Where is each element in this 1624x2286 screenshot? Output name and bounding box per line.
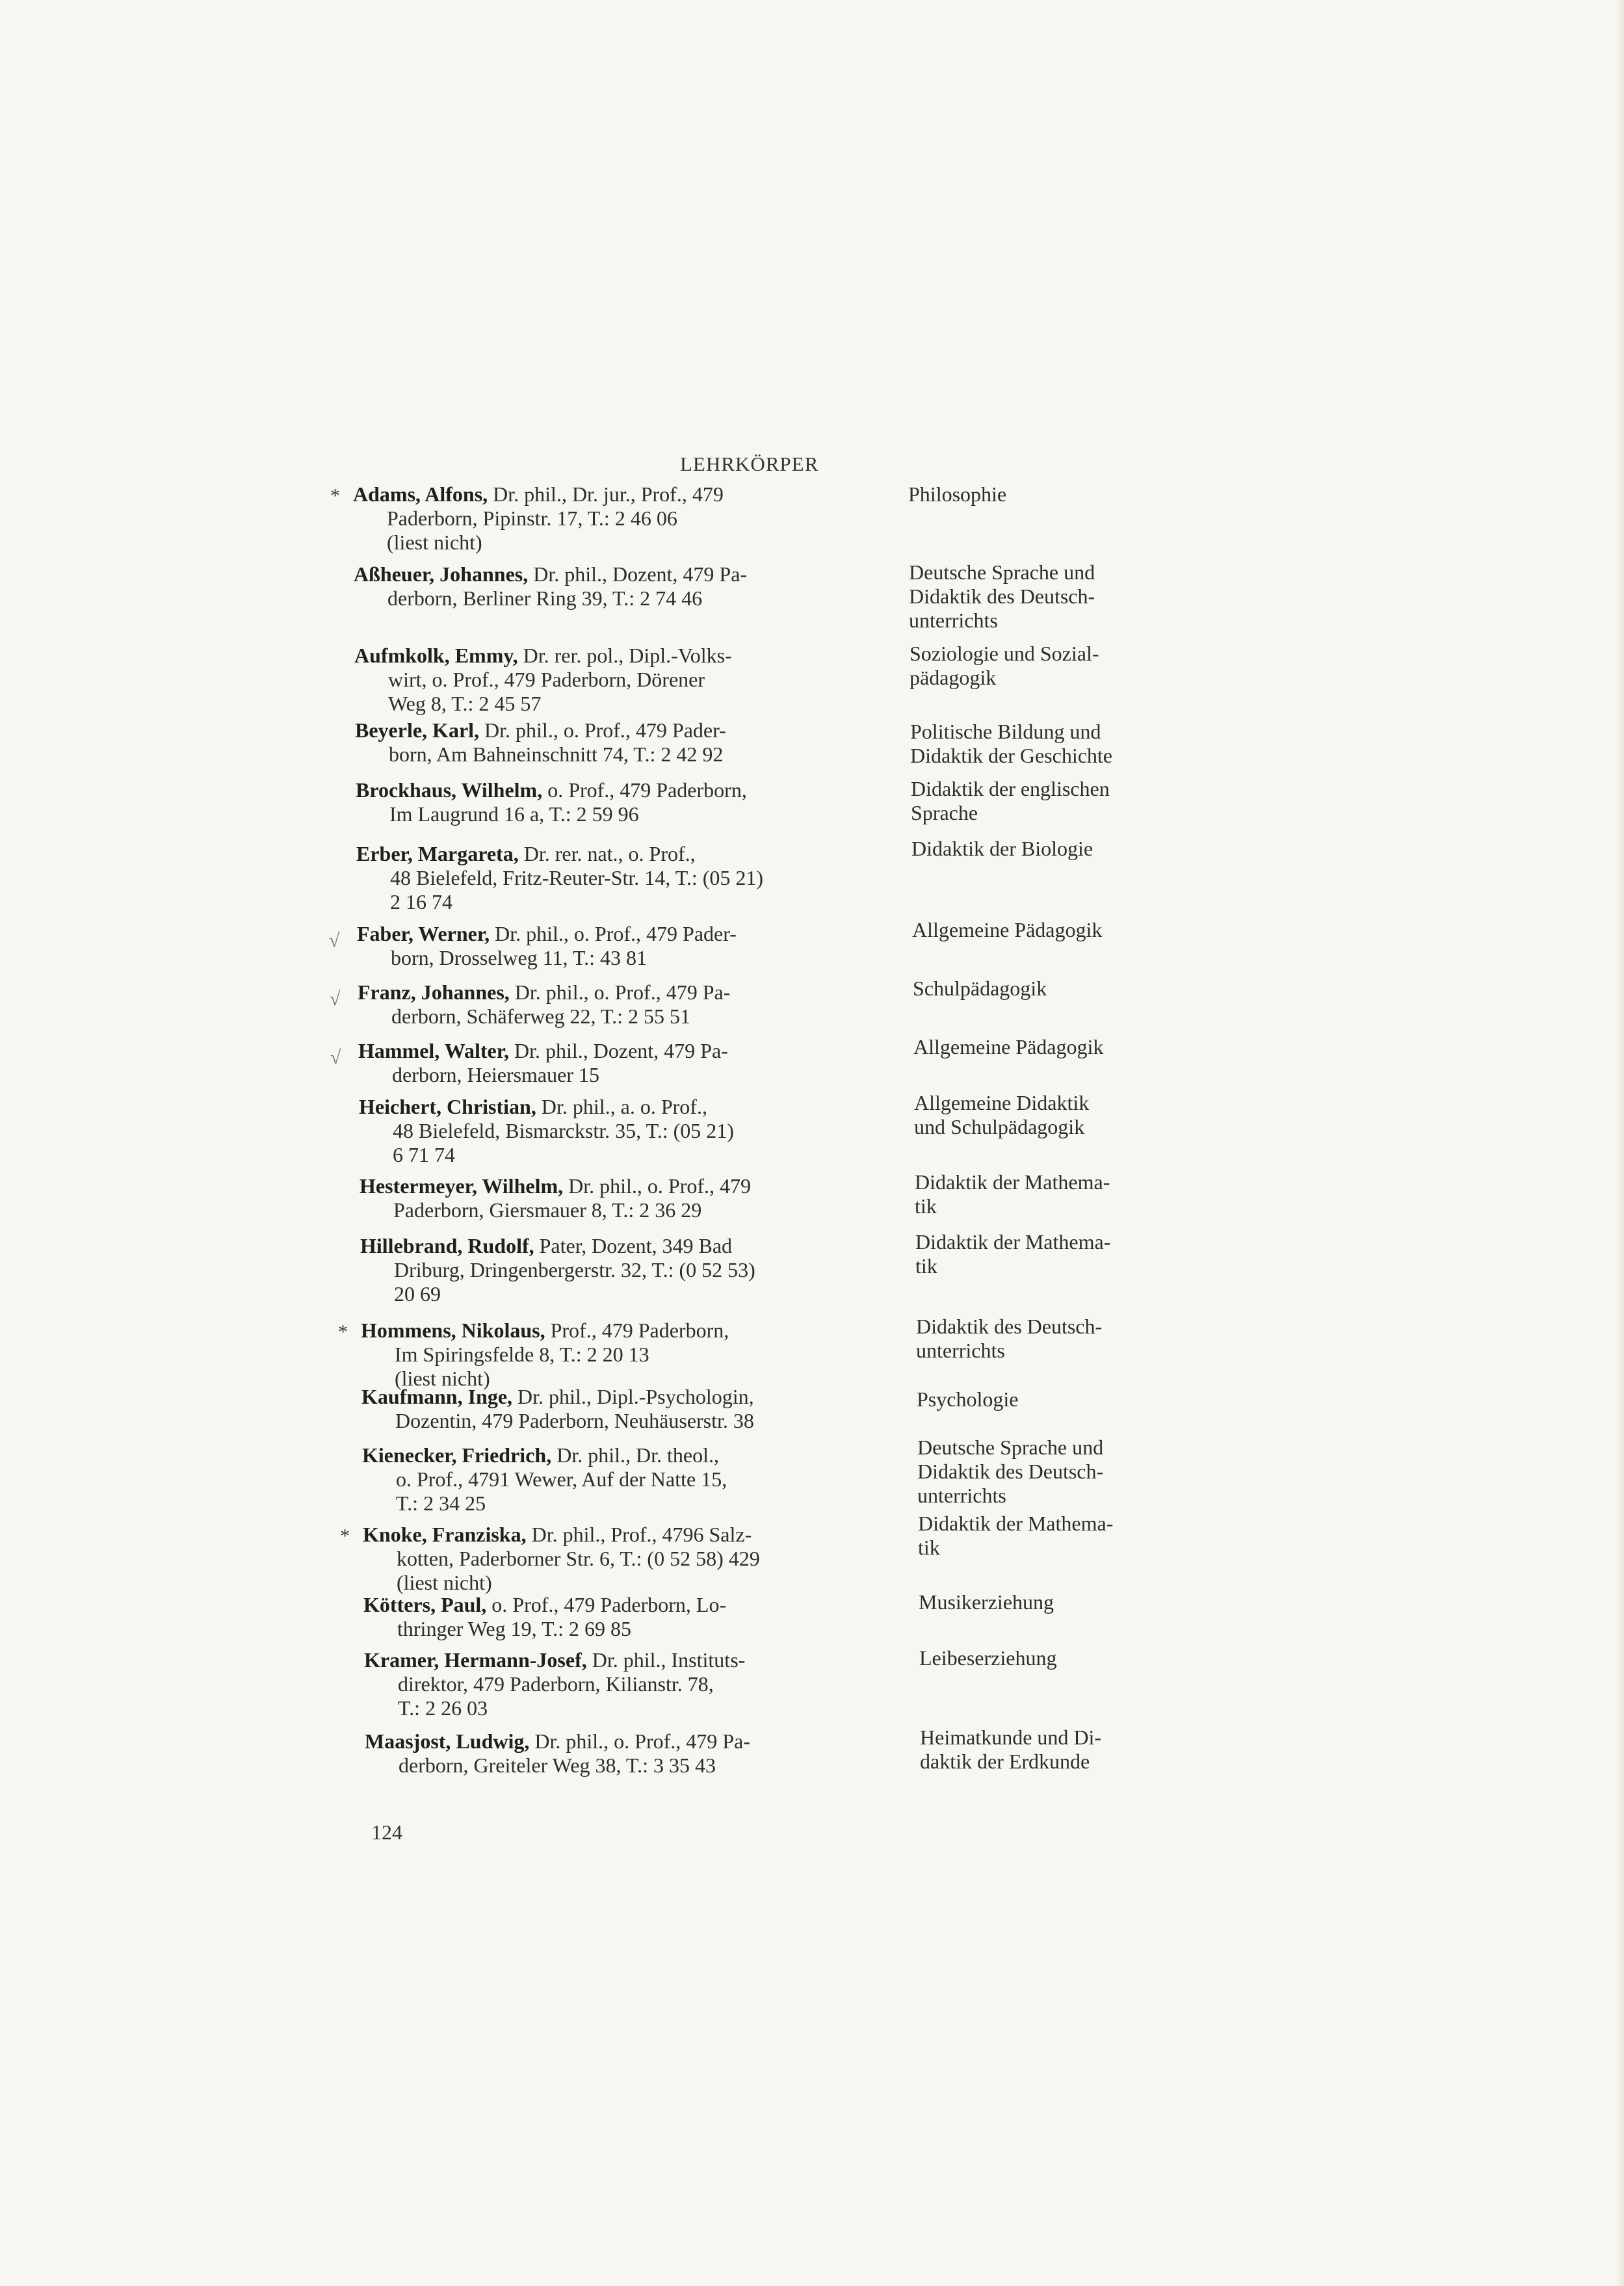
subject-line: Didaktik der Mathema- xyxy=(915,1230,1111,1254)
subject-line: Schulpädagogik xyxy=(913,977,1047,1000)
asterisk-mark: * xyxy=(330,485,340,506)
title-line: Dr. phil., o. Prof., 479 Pader- xyxy=(479,718,726,742)
title-line: Dr. phil., Instituts- xyxy=(586,1648,746,1672)
subject-field xyxy=(916,1315,1205,1363)
entry-details xyxy=(360,1234,884,1306)
address-line: 2 16 74 xyxy=(390,890,452,913)
person-name: Hestermeyer, Wilhelm, xyxy=(360,1174,564,1198)
title-line: Dr. phil., Dozent, 479 Pa- xyxy=(508,1039,728,1062)
person-name: Franz, Johannes, xyxy=(358,980,510,1004)
subject-field xyxy=(917,1387,1206,1412)
entry-details xyxy=(353,482,876,555)
address-line: Paderborn, Pipinstr. 17, T.: 2 46 06 xyxy=(387,506,677,530)
handwritten-tick-mark: √ xyxy=(330,1047,341,1068)
person-name: Beyerle, Karl, xyxy=(355,718,480,742)
entry-details xyxy=(354,562,877,611)
subject-line: und Schulpädagogik xyxy=(914,1115,1085,1138)
title-line: Dr. phil., Prof., 4796 Salz- xyxy=(526,1523,752,1546)
subject-line: tik xyxy=(918,1536,940,1559)
subject-field xyxy=(920,1726,1209,1774)
asterisk-mark: * xyxy=(340,1525,350,1547)
title-line: Dr. phil., Dr. theol., xyxy=(551,1443,719,1467)
subject-line: Politische Bildung und xyxy=(910,720,1101,743)
subject-line: tik xyxy=(915,1194,937,1218)
title-line: Dr. phil., Dipl.-Psychologin, xyxy=(512,1385,754,1408)
subject-line: Allgemeine Pädagogik xyxy=(912,918,1103,941)
subject-field xyxy=(909,560,1198,633)
subject-line: Musikerziehung xyxy=(919,1590,1054,1614)
address-line: born, Am Bahneinschnitt 74, T.: 2 42 92 xyxy=(389,742,724,766)
address-line: (liest nicht) xyxy=(397,1571,492,1594)
subject-line: Didaktik des Deutsch- xyxy=(916,1315,1103,1338)
person-name: Aßheuer, Johannes, xyxy=(354,562,529,586)
subject-line: unterrichts xyxy=(917,1484,1006,1507)
address-line: Dozentin, 479 Paderborn, Neuhäuserstr. 38 xyxy=(395,1409,754,1432)
handwritten-tick-mark: √ xyxy=(329,930,340,951)
page-number: 124 xyxy=(371,1820,402,1844)
title-line: Prof., 479 Paderborn, xyxy=(545,1319,729,1342)
subject-line: Didaktik der Geschichte xyxy=(910,744,1112,767)
address-line: thringer Weg 19, T.: 2 69 85 xyxy=(397,1617,632,1640)
person-name: Brockhaus, Wilhelm, xyxy=(356,778,543,802)
person-name: Erber, Margareta, xyxy=(356,842,519,865)
person-name: Hammel, Walter, xyxy=(358,1039,509,1062)
person-name: Adams, Alfons, xyxy=(353,482,488,506)
person-name: Hillebrand, Rudolf, xyxy=(360,1234,534,1257)
page-heading: LEHRKÖRPER xyxy=(680,453,819,475)
entry-details xyxy=(364,1648,887,1720)
address-line: born, Drosselweg 11, T.: 43 81 xyxy=(391,946,648,969)
address-line: Driburg, Dringenbergerstr. 32, T.: (0 52 53) xyxy=(394,1258,755,1281)
title-line: Dr. phil., a. o. Prof., xyxy=(536,1095,707,1118)
subject-line: Leibeserziehung xyxy=(919,1646,1057,1670)
title-line: Dr. phil., o. Prof., 479 xyxy=(563,1174,751,1198)
subject-field xyxy=(908,482,1198,506)
person-name: Hommens, Nikolaus, xyxy=(361,1319,545,1342)
subject-line: unterrichts xyxy=(909,609,998,632)
subject-line: Philosophie xyxy=(908,482,1007,506)
subject-field xyxy=(911,837,1201,861)
entry-details xyxy=(359,1095,882,1167)
address-line: derborn, Berliner Ring 39, T.: 2 74 46 xyxy=(387,586,703,610)
entry-details xyxy=(362,1443,885,1516)
person-name: Faber, Werner, xyxy=(357,922,490,945)
person-name: Knoke, Franziska, xyxy=(363,1523,527,1546)
subject-line: pädagogik xyxy=(910,666,997,689)
address-line: Im Spiringsfelde 8, T.: 2 20 13 xyxy=(395,1343,649,1366)
title-line: Dr. phil., Dr. jur., Prof., 479 xyxy=(488,482,724,506)
person-name: Heichert, Christian, xyxy=(359,1095,536,1118)
address-line: wirt, o. Prof., 479 Paderborn, Dörener xyxy=(388,668,705,691)
subject-field xyxy=(915,1170,1204,1218)
entry-details xyxy=(357,922,880,970)
subject-line: Allgemeine Didaktik xyxy=(914,1091,1090,1114)
subject-field xyxy=(914,1091,1203,1139)
title-line: o. Prof., 479 Paderborn, xyxy=(542,778,747,802)
title-line: Pater, Dozent, 349 Bad xyxy=(534,1234,733,1257)
subject-line: daktik der Erdkunde xyxy=(920,1750,1090,1773)
subject-line: Sprache xyxy=(911,801,978,824)
subject-field xyxy=(910,720,1199,768)
title-line: Dr. phil., o. Prof., 479 Pader- xyxy=(490,922,737,945)
entry-details xyxy=(363,1523,886,1595)
address-line: derborn, Heiersmauer 15 xyxy=(392,1063,599,1086)
subject-line: Soziologie und Sozial- xyxy=(910,642,1099,665)
subject-line: Deutsche Sprache und xyxy=(909,560,1095,584)
address-line: T.: 2 26 03 xyxy=(398,1696,488,1720)
subject-line: Didaktik der Mathema- xyxy=(915,1170,1110,1194)
subject-line: Didaktik des Deutsch- xyxy=(917,1460,1104,1483)
subject-line: unterrichts xyxy=(916,1339,1005,1362)
entry-details xyxy=(355,718,878,767)
subject-line: tik xyxy=(915,1254,937,1278)
title-line: Dr. phil., o. Prof., 479 Pa- xyxy=(509,980,731,1004)
title-line: o. Prof., 479 Paderborn, Lo- xyxy=(486,1593,727,1616)
person-name: Kötters, Paul, xyxy=(363,1593,487,1616)
entry-details xyxy=(356,778,879,826)
address-line: derborn, Schäferweg 22, T.: 2 55 51 xyxy=(391,1005,691,1028)
asterisk-mark: * xyxy=(338,1321,348,1343)
address-line: (liest nicht) xyxy=(387,531,482,554)
subject-line: Heimatkunde und Di- xyxy=(920,1726,1102,1749)
address-line: kotten, Paderborner Str. 6, T.: (0 52 58) 429 xyxy=(397,1547,760,1570)
person-name: Kienecker, Friedrich, xyxy=(362,1443,552,1467)
entry-details xyxy=(360,1174,883,1222)
subject-line: Didaktik der englischen xyxy=(911,777,1110,800)
title-line: Dr. phil., Dozent, 479 Pa- xyxy=(528,562,748,586)
address-line: Im Laugrund 16 a, T.: 2 59 96 xyxy=(389,802,639,826)
address-line: 20 69 xyxy=(394,1282,441,1306)
address-line: Paderborn, Giersmauer 8, T.: 2 36 29 xyxy=(393,1198,702,1222)
address-line: derborn, Greiteler Weg 38, T.: 3 35 43 xyxy=(399,1754,716,1777)
entry-details xyxy=(361,1319,884,1391)
entry-details xyxy=(363,1593,887,1641)
subject-field xyxy=(911,777,1200,825)
address-line: (liest nicht) xyxy=(395,1367,490,1390)
subject-field xyxy=(913,1035,1203,1059)
subject-line: Allgemeine Pädagogik xyxy=(913,1035,1104,1058)
subject-line: Deutsche Sprache und xyxy=(917,1436,1104,1459)
title-line: Dr. rer. pol., Dipl.-Volks- xyxy=(517,644,732,667)
title-line: Dr. phil., o. Prof., 479 Pa- xyxy=(529,1729,750,1753)
person-name: Maasjost, Ludwig, xyxy=(365,1729,530,1753)
subject-field xyxy=(910,642,1199,690)
address-line: o. Prof., 4791 Wewer, Auf der Natte 15, xyxy=(396,1467,727,1491)
subject-field xyxy=(912,918,1201,942)
entry-details xyxy=(354,644,878,716)
subject-field xyxy=(919,1646,1209,1670)
entry-details xyxy=(356,842,880,914)
subject-line: Didaktik der Mathema- xyxy=(918,1512,1114,1535)
address-line: Weg 8, T.: 2 45 57 xyxy=(388,692,542,715)
subject-line: Psychologie xyxy=(917,1387,1019,1411)
person-name: Kaufmann, Inge, xyxy=(361,1385,513,1408)
page-edge xyxy=(1617,0,1624,2286)
address-line: 48 Bielefeld, Fritz-Reuter-Str. 14, T.: (05 21) xyxy=(390,866,764,889)
entry-details xyxy=(358,1039,882,1087)
entry-details xyxy=(361,1385,885,1433)
address-line: direktor, 479 Paderborn, Kilianstr. 78, xyxy=(398,1672,714,1696)
address-line: 48 Bielefeld, Bismarckstr. 35, T.: (05 21) xyxy=(393,1119,734,1142)
handwritten-tick-mark: √ xyxy=(330,988,341,1010)
address-line: 6 71 74 xyxy=(393,1143,455,1166)
entry-details xyxy=(365,1729,888,1778)
subject-field xyxy=(913,977,1202,1001)
subject-line: Didaktik der Biologie xyxy=(911,837,1094,860)
subject-field xyxy=(918,1512,1207,1560)
subject-field xyxy=(919,1590,1208,1614)
address-line: T.: 2 34 25 xyxy=(396,1491,486,1515)
subject-field xyxy=(915,1230,1205,1278)
subject-field xyxy=(917,1436,1207,1508)
subject-line: Didaktik des Deutsch- xyxy=(909,585,1095,608)
title-line: Dr. rer. nat., o. Prof., xyxy=(518,842,696,865)
entry-details xyxy=(358,980,881,1029)
person-name: Aufmkolk, Emmy, xyxy=(354,644,518,667)
person-name: Kramer, Hermann-Josef, xyxy=(364,1648,587,1672)
